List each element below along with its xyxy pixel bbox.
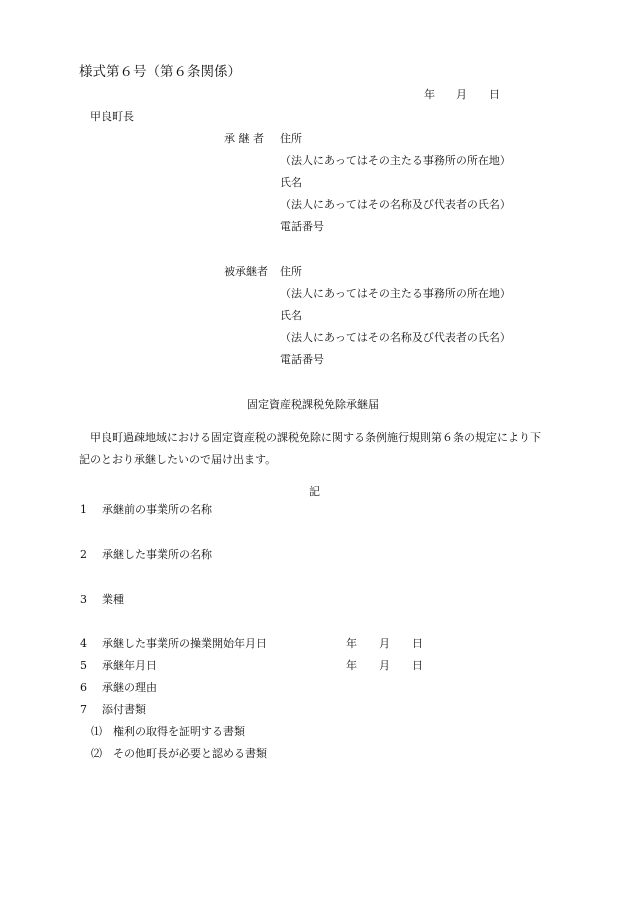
item-label: 承継年月日 [102,659,157,672]
predecessor-role: 被承継者 [224,265,268,278]
item-number: 1 [80,503,87,516]
successor-role: 承 継 者 [224,132,264,145]
date-year: 年 [424,88,435,101]
date-month: 月 [456,88,467,101]
body-line-2: 記のとおり承継したいので届け出ます。 [79,453,277,466]
item-number: 5 [80,659,87,672]
item-label: 業種 [102,593,124,606]
document-title: 固定資産税課税免除承継届 [247,398,379,411]
successor-name-label: 氏名 [280,176,302,189]
addressee: 甲良町長 [90,110,134,123]
successor-name-note: （法人にあってはその名称及び代表者の氏名） [280,198,511,211]
successor-phone-label: 電話番号 [280,220,324,233]
body-line-1: 甲良町過疎地域における固定資産税の課税免除に関する条例施行規則第６条の規定により下 [90,431,541,444]
item-month: 月 [379,637,390,650]
successor-address-label: 住所 [280,132,302,145]
item-year: 年 [346,637,357,650]
attachment-number: ⑴ [91,725,102,738]
attachment-label: その他町長が必要と認める書類 [113,747,267,760]
item-number: 4 [80,637,87,650]
predecessor-address-note: （法人にあってはその主たる事務所の所在地） [280,287,511,300]
item-number: 7 [80,703,87,716]
attachment-label: 権利の取得を証明する書類 [113,725,245,738]
predecessor-name-note: （法人にあってはその名称及び代表者の氏名） [280,331,511,344]
item-label: 承継した事業所の操業開始年月日 [102,637,267,650]
successor-address-note: （法人にあってはその主たる事務所の所在地） [280,154,511,167]
item-day: 日 [412,637,423,650]
form-number: 様式第６号（第６条関係） [79,64,241,80]
item-label: 承継した事業所の名称 [102,548,212,561]
item-label: 添付書類 [102,703,146,716]
ki-label: 記 [309,485,320,498]
item-number: 3 [80,593,87,606]
attachment-number: ⑵ [91,747,102,760]
item-number: 6 [80,681,87,694]
predecessor-phone-label: 電話番号 [280,353,324,366]
item-day: 日 [412,659,423,672]
item-label: 承継前の事業所の名称 [102,503,212,516]
predecessor-name-label: 氏名 [280,309,302,322]
date-day: 日 [489,88,500,101]
item-number: 2 [80,548,87,561]
predecessor-address-label: 住所 [280,265,302,278]
item-month: 月 [379,659,390,672]
item-label: 承継の理由 [102,681,157,694]
item-year: 年 [346,659,357,672]
